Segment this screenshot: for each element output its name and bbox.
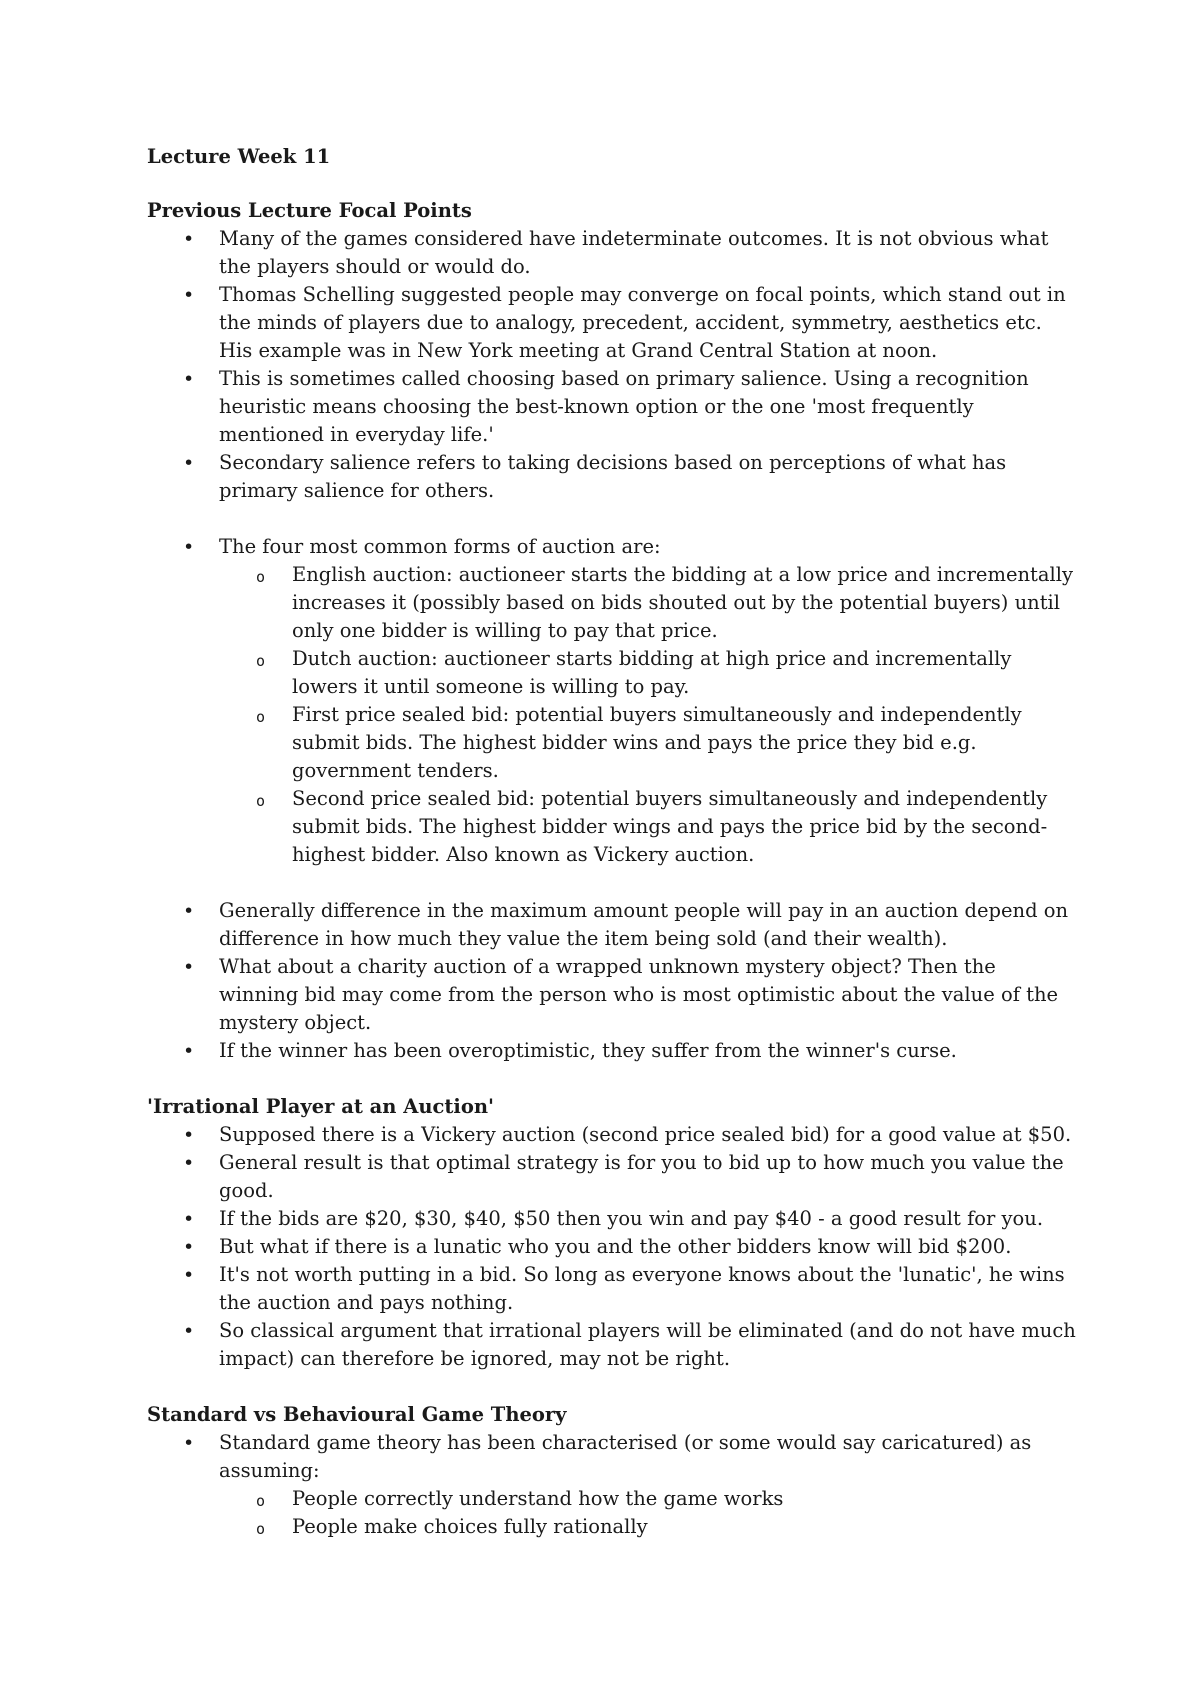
auction-value-list <box>147 897 1077 1065</box>
game-theory-intro: Standard game theory has been characterised (or some would say caricatured) as assuming: <box>219 1431 1032 1482</box>
list-item: • This is sometimes called choosing based on primary salience. Using a recognition heuristic means choosing the best-known option or the one 'most frequently mentioned in everyday life.' <box>147 365 1077 449</box>
auction-types-sublist <box>219 561 1077 869</box>
game-theory-list <box>147 1429 1077 1541</box>
list-item: • Many of the games considered have indeterminate outcomes. It is not obvious what the players should or would do. <box>147 225 1077 281</box>
assumptions-sublist <box>219 1485 1077 1541</box>
irrational-player-list <box>147 1121 1077 1373</box>
document-title: Lecture Week 11 <box>147 145 331 168</box>
list-item: • If the bids are $20, $30, $40, $50 then you win and pay $40 - a good result for you. <box>147 1205 1077 1233</box>
list-item: • If the winner has been overoptimistic, they suffer from the winner's curse. <box>147 1037 1077 1065</box>
auction-forms-intro: The four most common forms of auction are: <box>219 535 661 558</box>
list-item: • What about a charity auction of a wrapped unknown mystery object? Then the winning bid may come from the person who is most optimistic about the value of the mystery object. <box>147 953 1077 1037</box>
section-heading-irrational-player: 'Irrational Player at an Auction' <box>147 1095 494 1118</box>
list-item: • But what if there is a lunatic who you and the other bidders know will bid $200. <box>147 1233 1077 1261</box>
spacer <box>147 1373 1077 1401</box>
document-body <box>147 143 1077 1541</box>
spacer <box>147 505 1077 533</box>
section-heading-focal-points: Previous Lecture Focal Points <box>147 199 472 222</box>
list-item <box>147 1429 1077 1541</box>
auction-forms-list <box>147 533 1077 869</box>
section-heading-game-theory: Standard vs Behavioural Game Theory <box>147 1403 567 1426</box>
list-item: • Thomas Schelling suggested people may converge on focal points, which stand out in the minds of players due to analogy, precedent, accident, symmetry, aesthetics etc. His example was in New York meeting at Grand Central Station at noon. <box>147 281 1077 365</box>
list-item <box>147 533 1077 869</box>
sub-list-item: o People correctly understand how the game works <box>219 1485 1077 1513</box>
sub-list-item: o Second price sealed bid: potential buyers simultaneously and independently submit bids. The highest bidder wings and pays the price bid by the second-highest bidder. Also known as Vickery auction. <box>219 785 1077 869</box>
list-item: • General result is that optimal strategy is for you to bid up to how much you value the good. <box>147 1149 1077 1205</box>
list-item: • It's not worth putting in a bid. So long as everyone knows about the 'lunatic', he wins the auction and pays nothing. <box>147 1261 1077 1317</box>
spacer <box>147 1065 1077 1093</box>
list-item: • Supposed there is a Vickery auction (second price sealed bid) for a good value at $50. <box>147 1121 1077 1149</box>
sub-list-item: o People make choices fully rationally <box>219 1513 1077 1541</box>
list-item: • So classical argument that irrational players will be eliminated (and do not have much impact) can therefore be ignored, may not be right. <box>147 1317 1077 1373</box>
focal-points-list <box>147 225 1077 505</box>
sub-list-item: o English auction: auctioneer starts the bidding at a low price and incrementally increases it (possibly based on bids shouted out by the potential buyers) until only one bidder is willing to pay that price. <box>219 561 1077 645</box>
sub-list-item: o First price sealed bid: potential buyers simultaneously and independently submit bids. The highest bidder wins and pays the price they bid e.g. government tenders. <box>219 701 1077 785</box>
spacer <box>147 869 1077 897</box>
list-item: • Generally difference in the maximum amount people will pay in an auction depend on difference in how much they value the item being sold (and their wealth). <box>147 897 1077 953</box>
list-item: • Secondary salience refers to taking decisions based on perceptions of what has primary salience for others. <box>147 449 1077 505</box>
sub-list-item: o Dutch auction: auctioneer starts bidding at high price and incrementally lowers it until someone is willing to pay. <box>219 645 1077 701</box>
